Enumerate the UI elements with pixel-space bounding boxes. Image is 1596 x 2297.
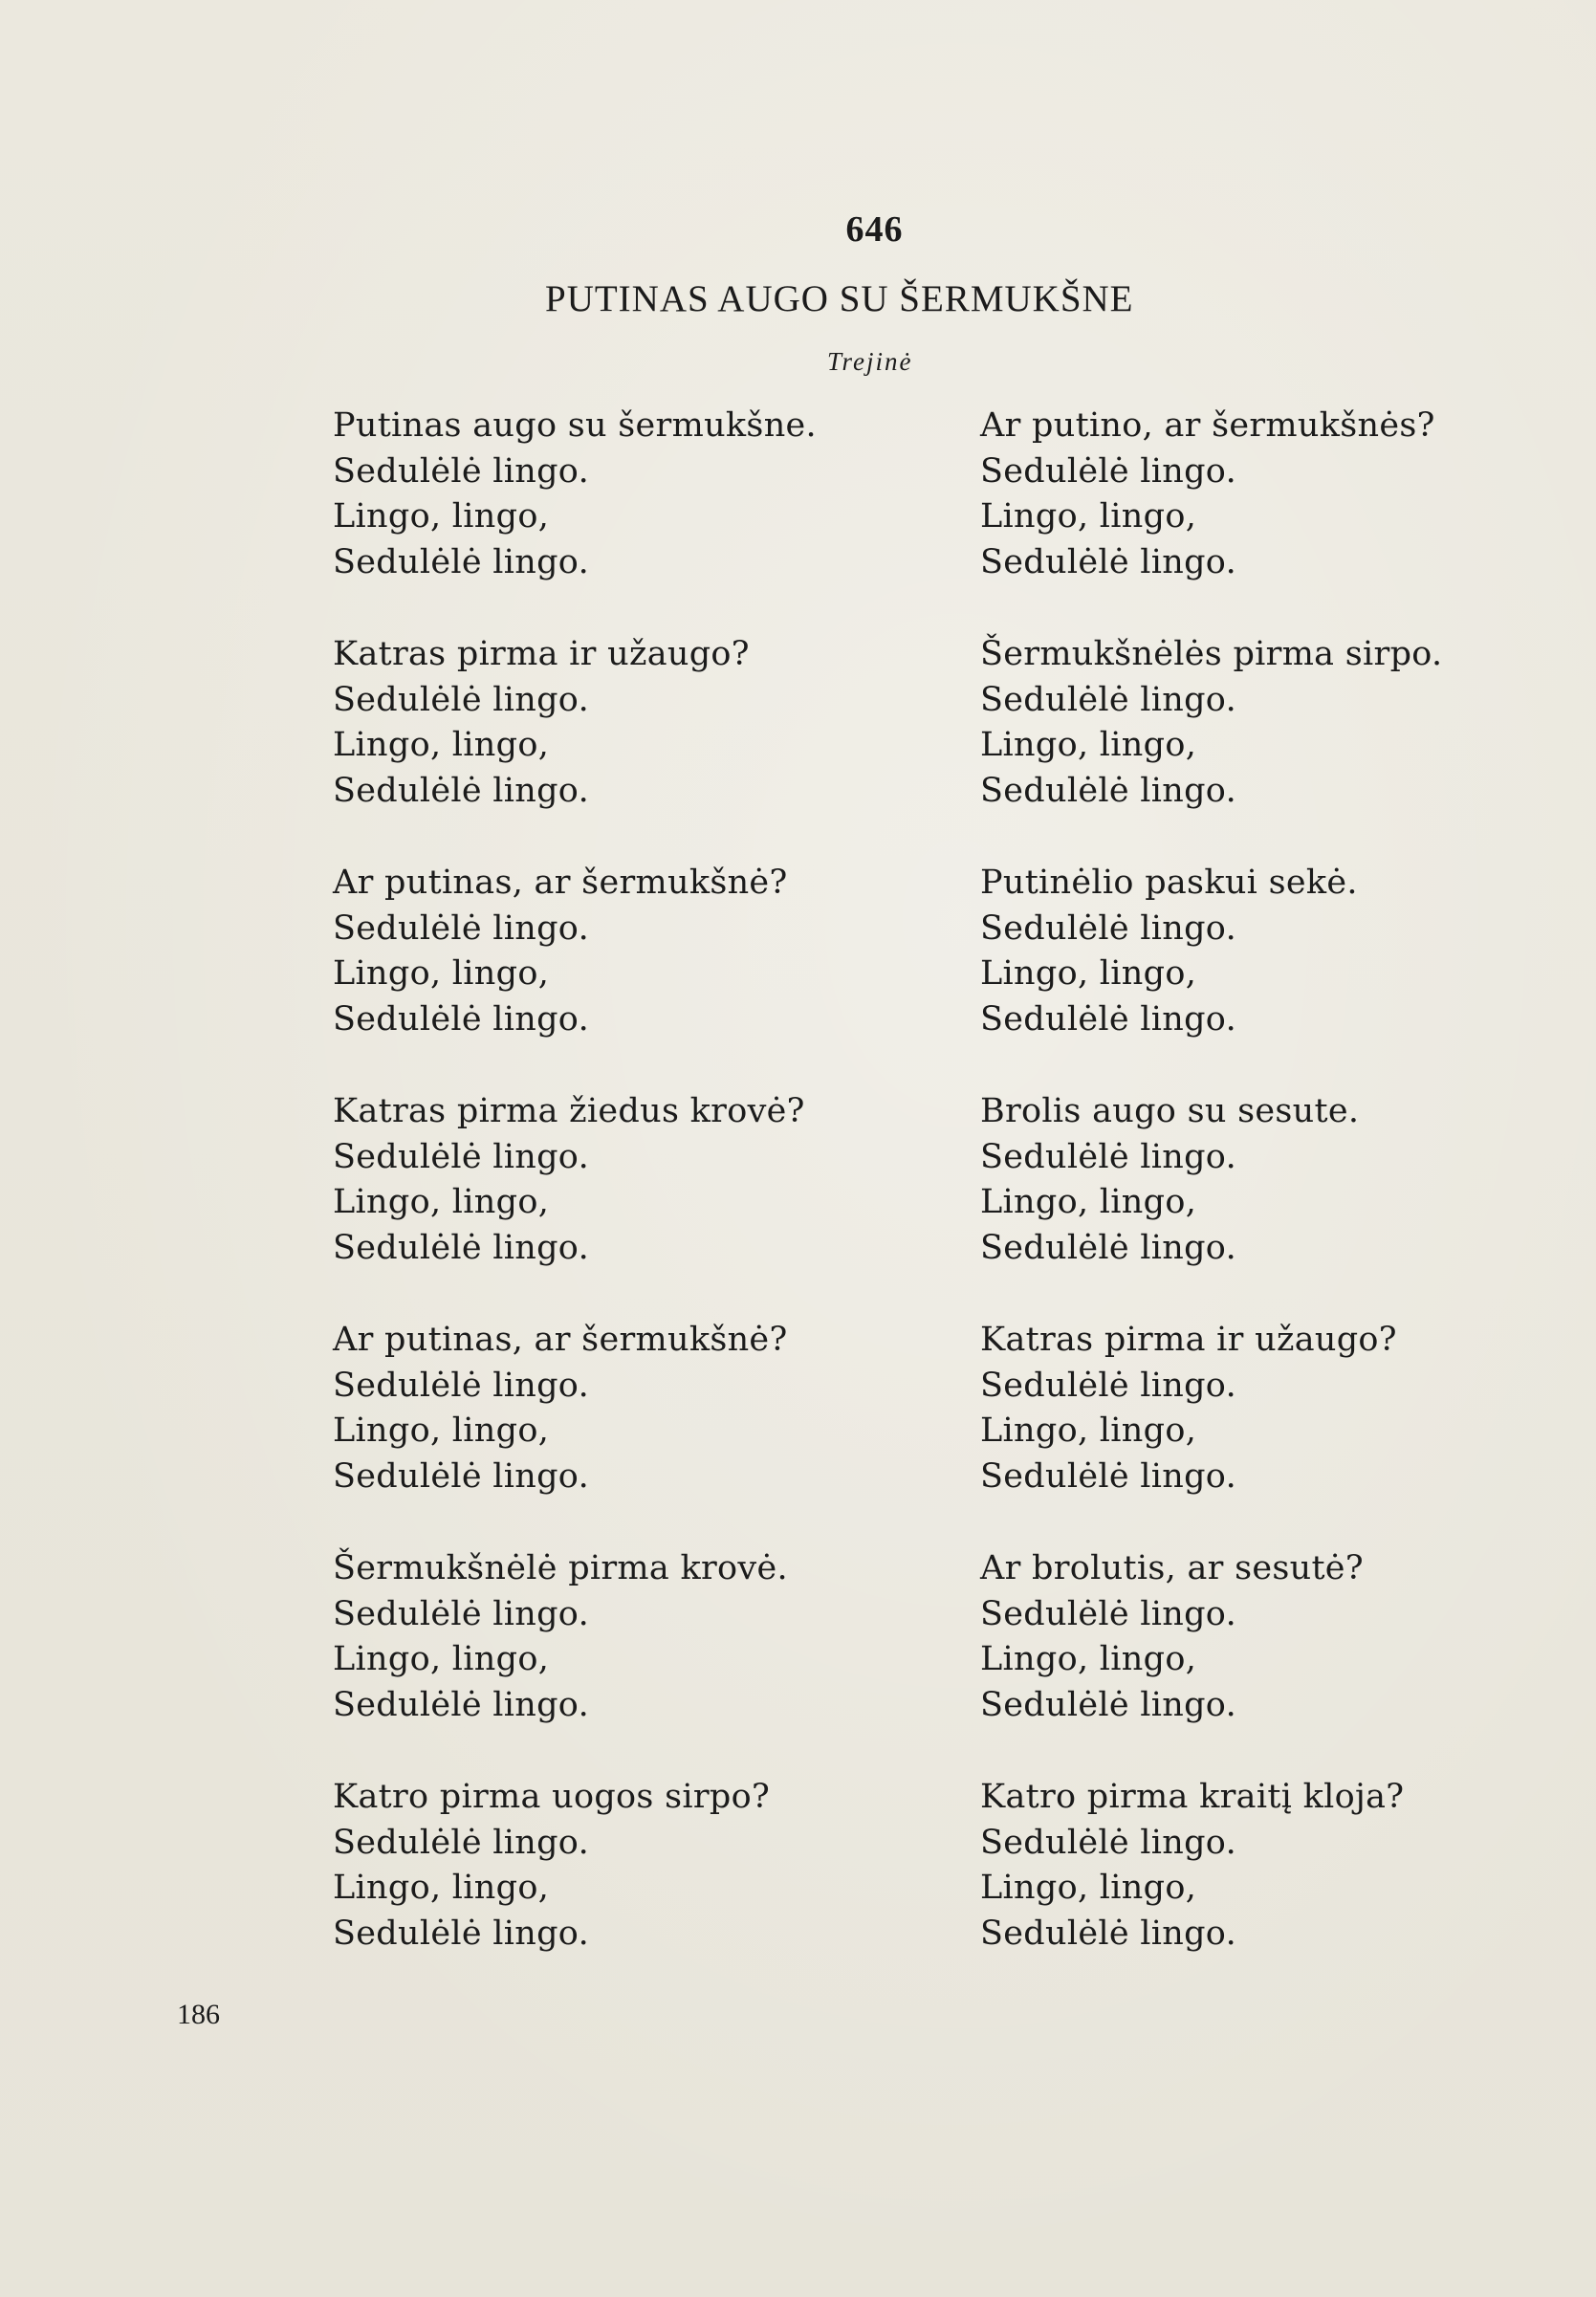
song-number: 646	[845, 209, 904, 250]
stanza	[980, 1089, 1573, 1318]
verse-line: Katras pirma ir užaugo?	[980, 1321, 1397, 1359]
verse-line: Katras pirma žiedus krovė?	[333, 1092, 805, 1130]
verse-line: Lingo, lingo,	[333, 1411, 550, 1450]
right-column	[980, 404, 1573, 2003]
verse-line: Sedulėlė lingo.	[980, 771, 1236, 810]
verse-line: Putinėlio paskui sekė.	[980, 864, 1358, 902]
verse-line: Sedulėlė lingo.	[333, 1685, 589, 1724]
verse-line: Sedulėlė lingo.	[333, 680, 589, 719]
verse-line: Sedulėlė lingo.	[980, 999, 1236, 1039]
verse-line: Katras pirma ir užaugo?	[333, 635, 750, 673]
verse-line: Ar putino, ar šermukšnės?	[980, 406, 1435, 445]
verse-line: Lingo, lingo,	[980, 1869, 1197, 1907]
verse-line: Ar putinas, ar šermukšnė?	[333, 1321, 788, 1359]
verse-line: Sedulėlė lingo.	[980, 1594, 1236, 1633]
verse-line: Sedulėlė lingo.	[333, 1914, 589, 1953]
verse-line: Lingo, lingo,	[333, 726, 550, 764]
verse-line: Šermukšnėlės pirma sirpo.	[980, 635, 1443, 673]
verse-line: Lingo, lingo,	[980, 1640, 1197, 1678]
verse-line: Putinas augo su šermukšne.	[333, 406, 817, 445]
verse-line: Sedulėlė lingo.	[333, 908, 589, 948]
stanza	[333, 1546, 926, 1775]
verse-line: Sedulėlė lingo.	[333, 1137, 589, 1176]
verse-line: Sedulėlė lingo.	[333, 1366, 589, 1405]
stanza	[333, 1089, 926, 1318]
verse-line: Sedulėlė lingo.	[980, 451, 1236, 491]
verse-line: Lingo, lingo,	[980, 497, 1197, 536]
stanza	[980, 1546, 1573, 1775]
verse-line: Brolis augo su sesute.	[980, 1092, 1360, 1130]
verse-line: Sedulėlė lingo.	[333, 451, 589, 491]
verse-line: Katro pirma uogos sirpo?	[333, 1778, 771, 1816]
verse-line: Lingo, lingo,	[980, 1411, 1197, 1450]
verse-line: Lingo, lingo,	[980, 726, 1197, 764]
stanza	[333, 632, 926, 861]
verse-line: Sedulėlė lingo.	[333, 542, 589, 581]
verse-line: Sedulėlė lingo.	[333, 1228, 589, 1267]
stanza	[980, 1775, 1573, 2003]
verse-line: Lingo, lingo,	[333, 1183, 550, 1221]
verse-line: Sedulėlė lingo.	[980, 680, 1236, 719]
verse-line: Ar putinas, ar šermukšnė?	[333, 864, 788, 902]
verse-line: Sedulėlė lingo.	[980, 1456, 1236, 1496]
verse-line: Sedulėlė lingo.	[333, 999, 589, 1039]
stanza	[980, 861, 1573, 1089]
verse-line: Sedulėlė lingo.	[980, 542, 1236, 581]
stanza	[333, 861, 926, 1089]
verse-line: Katro pirma kraitį kloja?	[980, 1778, 1405, 1816]
verse-line: Sedulėlė lingo.	[333, 771, 589, 810]
stanza	[333, 404, 926, 632]
verse-line: Sedulėlė lingo.	[980, 1366, 1236, 1405]
verse-line: Sedulėlė lingo.	[333, 1594, 589, 1633]
verse-line: Lingo, lingo,	[333, 1640, 550, 1678]
verse-line: Ar brolutis, ar sesutė?	[980, 1549, 1364, 1587]
verse-line: Lingo, lingo,	[333, 1869, 550, 1907]
page-number: 186	[177, 1999, 220, 2030]
left-column	[333, 404, 926, 2003]
song-title: PUTINAS AUGO SU ŠERMUKŠNE	[545, 278, 1134, 319]
verse-line: Lingo, lingo,	[333, 954, 550, 993]
verse-line: Sedulėlė lingo.	[980, 1228, 1236, 1267]
stanza	[333, 1775, 926, 2003]
stanza	[980, 632, 1573, 861]
verse-line: Lingo, lingo,	[980, 1183, 1197, 1221]
verse-line: Sedulėlė lingo.	[980, 1137, 1236, 1176]
stanza	[980, 1318, 1573, 1546]
verse-line: Lingo, lingo,	[333, 497, 550, 536]
verse-line: Sedulėlė lingo.	[333, 1823, 589, 1862]
verse-line: Sedulėlė lingo.	[980, 1823, 1236, 1862]
verse-line: Šermukšnėlė pirma krovė.	[333, 1549, 788, 1587]
verse-line: Sedulėlė lingo.	[980, 1914, 1236, 1953]
verse-line: Lingo, lingo,	[980, 954, 1197, 993]
stanza	[980, 404, 1573, 632]
song-subtitle: Trejinė	[827, 347, 913, 376]
verse-line: Sedulėlė lingo.	[980, 1685, 1236, 1724]
stanza	[333, 1318, 926, 1546]
verse-line: Sedulėlė lingo.	[333, 1456, 589, 1496]
verse-line: Sedulėlė lingo.	[980, 908, 1236, 948]
